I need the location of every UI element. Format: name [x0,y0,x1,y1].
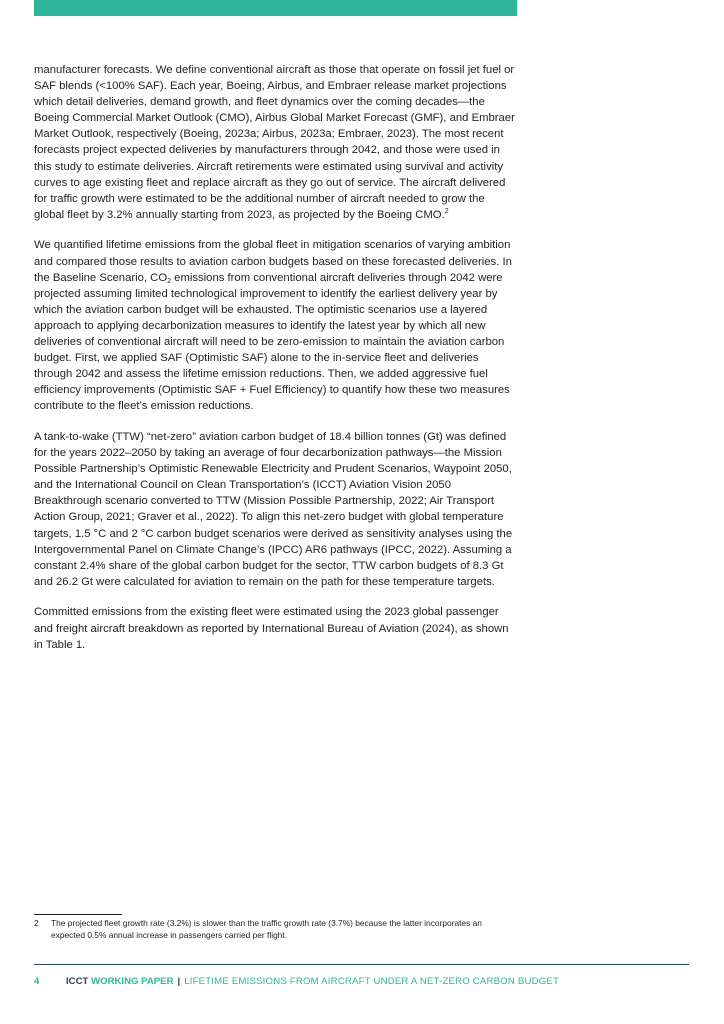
footer-series: WORKING PAPER [91,976,174,987]
page-number: 4 [34,976,40,987]
paragraph-2-text-b: emissions from conventional aircraft deliveries through 2042 were projected assuming limited technological improvement to identify the earliest delivery year by which the aviation carbon budget will be exhausted. The optimistic scenarios use a layered approach to applying decarbonization measures to identify the latest year by which all new deliveries of conventional aircraft will need to be zero-emission to maintain the aviation carbon budget. First, we applied SAF (Optimistic SAF) alone to the in-service fleet and deliveries through 2042 and assess the lifetime emission reductions. Then, we added aggressive fuel efficiency improvements (Optimistic SAF + Fuel Efficiency) to quantify how these two measures contribute to the fleet’s emission reductions. [34,271,510,413]
header-accent-bar [34,0,517,16]
paragraph-1 [34,62,517,223]
co2-subscript: 2 [167,277,172,285]
footer-doc-title: LIFETIME EMISSIONS FROM AIRCRAFT UNDER A NET-ZERO CARBON BUDGET [184,976,560,987]
paragraph-2-text-a: We quantified lifetime emissions from the global fleet in mitigation scenarios of varying ambition and compared those results to aviation carbon budgets based on these forecasted deliveries. In the Baseline Scenario, CO [34,239,512,284]
paragraph-3: A tank-to-wake (TTW) “net-zero” aviation carbon budget of 18.4 billion tonnes (Gt) was defined for the years 2022–2050 by taking an average of four decarbonization pathways—the Mission Possible Partnership’s Optimistic Renewable Electricity and Prudent Scenarios, Waypoint 2050, and the International Council on Clean Transportation’s (ICCT) Aviation Vision 2050 Breakthrough scenario converted to TTW (Mission Possible Partnership, 2022; Air Transport Action Group, 2021; Graver et al., 2022). To align this net-zero budget with global temperature targets, 1.5 °C and 2 °C carbon budget scenarios were derived as sensitivity analyses using the Intergovernmental Panel on Climate Change’s (IPCC) AR6 pathways (IPCC, 2022). Assuming a constant 2.4% share of the global carbon budget for the sector, TTW carbon budgets of 8.3 Gt and 26.2 Gt were calculated for aviation to remain on the path for these temperature targets. [34,430,513,588]
footer-divider [34,964,689,965]
body-text [34,62,517,667]
footnote [34,918,504,941]
paragraph-1-text: manufacturer forecasts. We define conventional aircraft as those that operate on fossil jet fuel or SAF blends (<100% SAF). Each year, Boeing, Airbus, and Embraer release market projections which detail deliveries, demand growth, and fleet dynamics over the coming decades—the Boeing Commercial Market Outlook (CMO), Airbus Global Market Forecast (GMF), and Embraer Market Outlook, respectively (Boeing, 2023a; Airbus, 2023a; Embraer, 2023). The most recent forecasts project expected deliveries by manufacturers through 2042, and those were used in this study to estimate deliveries. Aircraft retirements were estimated using survival and activity curves to age existing fleet and replace aircraft as they go out of service. The aircraft delivered for traffic growth were estimated to be the additional number of aircraft needed to grow the global fleet by 3.2% annually starting from 2023, as projected by the Boeing CMO. [34,64,515,221]
footnote-reference[interactable]: 2 [444,207,449,215]
footnote-text: The projected fleet growth rate (3.2%) is slower than the traffic growth rate (3.7%) because the latter incorporates an expected 0.5% annual increase in passengers carried per flight. [51,918,482,940]
footnote-number: 2 [34,918,39,928]
paragraph-2 [34,237,517,414]
footer-separator: | [177,976,181,987]
paragraph-4: Committed emissions from the existing fleet were estimated using the 2023 global passenger and freight aircraft breakdown as reported by International Bureau of Aviation (2024), as shown in Table 1. [34,606,509,651]
footer-org: ICCT [66,976,89,987]
footnote-divider [34,914,122,915]
page-footer [34,976,689,988]
